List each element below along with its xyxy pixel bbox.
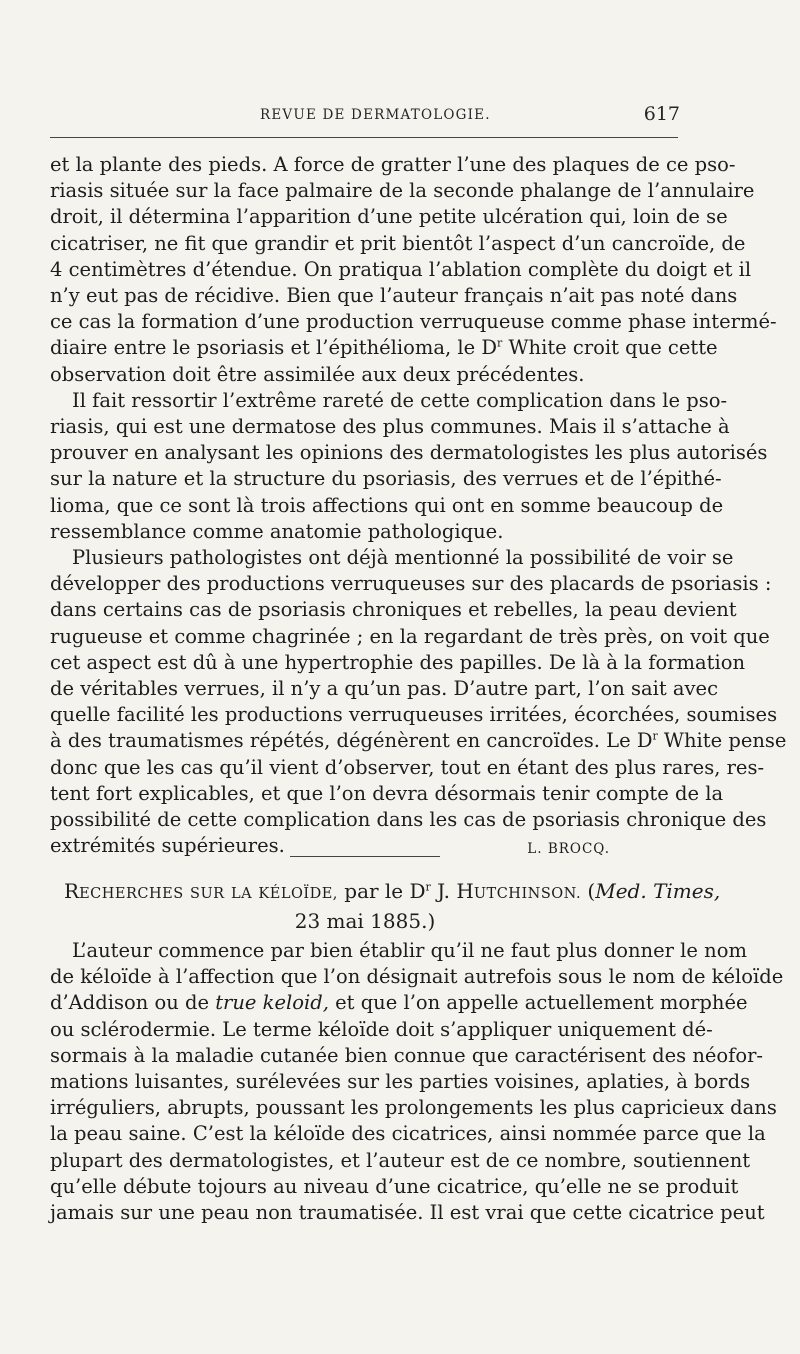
- heading-text: par le D: [337, 879, 426, 903]
- italic-term: true keloid,: [215, 991, 329, 1015]
- text-line: riasis, qui est une dermatose des plus communes. Mais il s’attache à: [50, 415, 730, 439]
- text-fragment: diaire entre le psoriasis et l’épithélioma, le D: [50, 336, 498, 360]
- heading-text: J.: [430, 879, 457, 903]
- text-line: [50, 728, 787, 754]
- text-fragment: White pense: [657, 729, 787, 753]
- text-line: Il fait ressortir l’extrême rareté de cette complication dans le pso-: [72, 388, 728, 412]
- text-line: plupart des dermatologistes, et l’auteur est de ce nombre, soutiennent: [50, 1148, 751, 1172]
- superscript: r: [425, 880, 431, 894]
- text-line: développer des productions verruqueuses sur des placards de psoriasis :: [50, 572, 772, 596]
- text-line: rugueuse et comme chagrinée ; en la regardant de très près, on voit que: [50, 624, 770, 648]
- text-line: [50, 335, 718, 361]
- text-line: ressemblance comme anatomie pathologique.: [50, 519, 504, 543]
- text-line: quelle facilité les productions verruqueuses irritées, écorchées, soumises: [50, 703, 778, 727]
- text-line: Plusieurs pathologistes ont déjà mentionné la possibilité de voir se: [72, 546, 734, 570]
- heading-initial: R: [64, 879, 80, 903]
- heading-date: 23 mai 1885.): [294, 909, 436, 933]
- text-line: cet aspect est dû à une hypertrophie des papilles. De là à la formation: [50, 650, 746, 674]
- text-line: possibilité de cette complication dans les cas de psoriasis chronique des: [50, 808, 767, 832]
- text-line: L’auteur commence par bien établir qu’il ne faut plus donner le nom: [72, 939, 747, 962]
- heading-smallcaps: KÉLOÏDE,: [258, 886, 338, 902]
- article-hutchinson-body: [50, 938, 784, 1226]
- heading-smallcaps: SUR: [190, 886, 225, 902]
- heading-smallcaps: ECHERCHES: [79, 886, 184, 902]
- text-fragment: extrémités supérieures.: [50, 834, 285, 858]
- heading-line: [50, 878, 721, 908]
- text-line: la peau saine. C’est la kéloïde des cicatrices, ainsi nommée parce que la: [50, 1122, 766, 1146]
- running-head: [50, 103, 680, 125]
- text-line: qu’elle débute tojours au niveau d’une cicatrice, qu’elle ne se produit: [50, 1174, 739, 1198]
- text-line: dans certains cas de psoriasis chroniques et rebelles, la peau devient: [50, 598, 737, 622]
- page: [50, 0, 787, 1354]
- header-rule: [50, 137, 678, 138]
- text-fragment: White croit que cette: [502, 336, 718, 360]
- text-line: lioma, que ce sont là trois affections qui ont en somme beaucoup de: [50, 493, 724, 517]
- text-line: de kéloïde à l’affection que l’on désignait autrefois sous le nom de kéloïde: [50, 965, 784, 989]
- text-fragment: et que l’on appelle actuellement morphée: [328, 991, 748, 1015]
- author-signature: L. BROCQ.: [527, 841, 610, 858]
- article-brocq-body: [50, 152, 787, 859]
- text-line: donc que les cas qu’il vient d’observer, tout en étant des plus rares, res-: [50, 755, 765, 779]
- running-title: REVUE DE DERMATOLOGIE.: [260, 107, 491, 123]
- text-fragment: d’Addison ou de: [50, 991, 216, 1015]
- heading-text: (: [581, 879, 596, 903]
- text-line: de véritables verrues, il n’y a qu’un pas. D’autre part, l’on sait avec: [50, 677, 719, 701]
- text-line: irréguliers, abrupts, poussant les prolongements les plus capricieux dans: [50, 1096, 777, 1120]
- text-line: tent fort explicables, et que l’on devra désormais tenir compte de la: [50, 781, 724, 805]
- heading-smallcaps: LA: [230, 886, 253, 902]
- heading-smallcaps: UTCHINSON.: [473, 886, 582, 902]
- text-line: droit, il détermina l’apparition d’une petite ulcération qui, loin de se: [50, 205, 728, 229]
- text-line: n’y eut pas de récidive. Bien que l’auteur français n’ait pas noté dans: [50, 284, 738, 308]
- text-line: mations luisantes, surélevées sur les parties voisines, aplaties, à bords: [50, 1070, 751, 1094]
- text-line: sur la nature et la structure du psoriasis, des verrues et de l’épithé-: [50, 467, 722, 491]
- superscript: r: [652, 729, 658, 743]
- heading-initial: H: [456, 879, 474, 903]
- text-fragment: à des traumatismes répétés, dégénèrent en cancroïdes. Le D: [50, 729, 653, 753]
- text-line: [50, 990, 748, 1016]
- text-line: sormais à la maladie cutanée bien connue que caractérisent des néofor-: [50, 1043, 764, 1067]
- text-line: riasis située sur la face palmaire de la seconde phalange de l’annulaire: [50, 179, 755, 203]
- text-line: 4 centimètres d’étendue. On pratiqua l’ablation complète du doigt et il: [50, 257, 752, 281]
- article-heading: [50, 878, 721, 935]
- section-divider: [290, 856, 440, 857]
- heading-source: Med. Times,: [595, 879, 721, 903]
- text-line: prouver en analysant les opinions des dermatologistes les plus autorisés: [50, 441, 768, 465]
- text-line: observation doit être assimilée aux deux précédentes.: [50, 362, 585, 386]
- text-line: cicatriser, ne fit que grandir et prit bientôt l’aspect d’un cancroïde, de: [50, 231, 746, 255]
- page-number: 617: [643, 103, 680, 125]
- text-line: ou sclérodermie. Le terme kéloïde doit s’appliquer uniquement dé-: [50, 1017, 713, 1041]
- text-line: ce cas la formation d’une production verruqueuse comme phase intermé-: [50, 310, 777, 334]
- superscript: r: [497, 336, 503, 350]
- text-line: jamais sur une peau non traumatisée. Il est vrai que cette cicatrice peut: [50, 1201, 765, 1225]
- text-line: et la plante des pieds. A force de gratter l’une des plaques de ce pso-: [50, 153, 736, 176]
